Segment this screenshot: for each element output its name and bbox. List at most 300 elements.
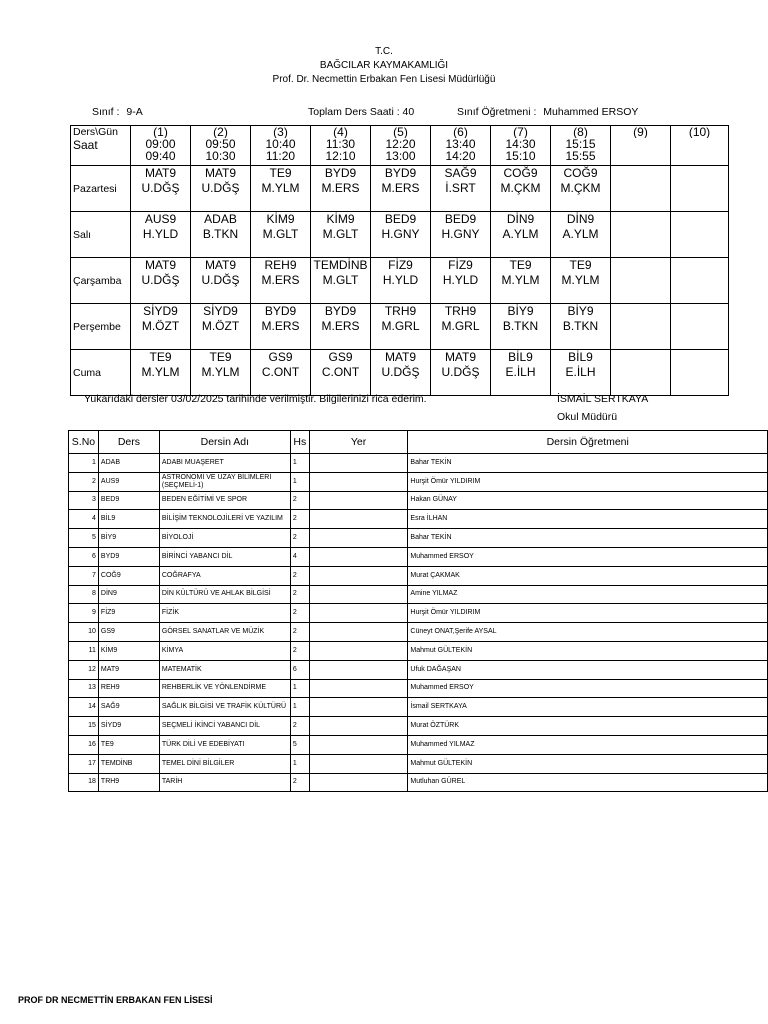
course-teacher: Bahar TEKİN bbox=[408, 529, 768, 548]
course-hours: 1 bbox=[290, 679, 309, 698]
lesson-code: FİZ9 bbox=[388, 258, 413, 272]
lesson-cell bbox=[131, 304, 191, 350]
lesson-teacher: M.ÖZT bbox=[141, 319, 180, 333]
lesson-code: TRH9 bbox=[444, 304, 477, 318]
period-end: 13:00 bbox=[385, 149, 416, 163]
period-time bbox=[131, 138, 191, 166]
lesson-teacher: M.YLM bbox=[141, 365, 180, 379]
course-name: SAĞLIK BİLGİSİ VE TRAFİK KÜLTÜRÜ bbox=[159, 698, 290, 717]
lesson-cell bbox=[131, 166, 191, 212]
course-hours: 1 bbox=[290, 472, 309, 491]
course-place bbox=[309, 623, 408, 642]
lesson-cell bbox=[671, 258, 729, 304]
lesson-cell bbox=[611, 258, 671, 304]
course-code: BİL9 bbox=[98, 510, 159, 529]
lesson-code: BİL9 bbox=[508, 350, 533, 364]
table-row bbox=[69, 566, 768, 585]
lesson-code: DİN9 bbox=[506, 212, 535, 226]
course-place bbox=[309, 454, 408, 473]
period-time bbox=[371, 138, 431, 166]
lesson-cell bbox=[491, 212, 551, 258]
course-name: FİZİK bbox=[159, 604, 290, 623]
course-name: TARİH bbox=[159, 773, 290, 792]
lesson-cell bbox=[551, 166, 611, 212]
lesson-code: FİZ9 bbox=[448, 258, 473, 272]
course-number: 10 bbox=[69, 623, 99, 642]
course-teacher: Amine YILMAZ bbox=[408, 585, 768, 604]
lesson-cell bbox=[311, 304, 371, 350]
course-number: 17 bbox=[69, 754, 99, 773]
day-row bbox=[71, 258, 729, 304]
period-end: 12:10 bbox=[325, 149, 356, 163]
lesson-cell bbox=[431, 304, 491, 350]
course-code: GS9 bbox=[98, 623, 159, 642]
total-hours-info bbox=[308, 106, 414, 118]
lesson-cell bbox=[251, 350, 311, 396]
course-code: REH9 bbox=[98, 679, 159, 698]
lesson-code: BYD9 bbox=[324, 166, 357, 180]
period-start: 13:40 bbox=[445, 138, 476, 151]
course-place bbox=[309, 566, 408, 585]
lesson-code: KİM9 bbox=[326, 212, 355, 226]
table-row bbox=[69, 773, 768, 792]
period-time bbox=[251, 138, 311, 166]
lesson-code: TE9 bbox=[569, 258, 592, 272]
day-name: Salı bbox=[71, 212, 131, 258]
lesson-teacher: M.ÖZT bbox=[201, 319, 240, 333]
lesson-cell bbox=[551, 350, 611, 396]
lesson-cell bbox=[491, 166, 551, 212]
lesson-teacher: M.GLT bbox=[262, 227, 299, 241]
lesson-code: DİN9 bbox=[566, 212, 595, 226]
header-tc: T.C. bbox=[375, 46, 393, 57]
period-start: 11:30 bbox=[325, 138, 356, 151]
lesson-teacher: M.ERS bbox=[261, 319, 300, 333]
lesson-code: AUS9 bbox=[144, 212, 177, 226]
course-number: 18 bbox=[69, 773, 99, 792]
lesson-cell bbox=[191, 258, 251, 304]
course-code: TE9 bbox=[98, 735, 159, 754]
course-hours: 2 bbox=[290, 529, 309, 548]
table-row bbox=[69, 679, 768, 698]
period-end: 11:20 bbox=[265, 149, 296, 163]
course-name: ADABI MUAŞERET bbox=[159, 454, 290, 473]
lesson-code: BED9 bbox=[444, 212, 477, 226]
weekly-schedule-table bbox=[70, 125, 729, 396]
day-name: Cuma bbox=[71, 350, 131, 396]
lesson-code: COĞ9 bbox=[563, 166, 598, 180]
lesson-code: BYD9 bbox=[264, 304, 297, 318]
course-place bbox=[309, 660, 408, 679]
course-hours: 1 bbox=[290, 698, 309, 717]
lesson-code: SİYD9 bbox=[203, 304, 238, 318]
course-teacher: Mutluhan GÜREL bbox=[408, 773, 768, 792]
lesson-teacher: İ.SRT bbox=[445, 181, 476, 195]
lesson-cell bbox=[371, 304, 431, 350]
course-code: KİM9 bbox=[98, 641, 159, 660]
period-number: (6) bbox=[431, 126, 491, 139]
lesson-teacher: U.DĞŞ bbox=[201, 273, 240, 287]
table-row bbox=[69, 735, 768, 754]
period-start: 10:40 bbox=[265, 138, 296, 151]
lesson-cell bbox=[431, 166, 491, 212]
lesson-cell bbox=[311, 350, 371, 396]
course-hours: 2 bbox=[290, 641, 309, 660]
lesson-cell bbox=[551, 212, 611, 258]
lesson-code: BYD9 bbox=[384, 166, 417, 180]
table-row bbox=[69, 491, 768, 510]
lesson-teacher: H.YLD bbox=[442, 273, 479, 287]
course-place bbox=[309, 585, 408, 604]
lesson-cell bbox=[191, 166, 251, 212]
class-info bbox=[92, 106, 143, 118]
table-row bbox=[69, 547, 768, 566]
period-number: (10) bbox=[671, 126, 729, 139]
lesson-teacher: U.DĞŞ bbox=[381, 365, 420, 379]
course-code: MAT9 bbox=[98, 660, 159, 679]
lesson-code: COĞ9 bbox=[503, 166, 538, 180]
table-row bbox=[69, 641, 768, 660]
course-code: SİYD9 bbox=[98, 717, 159, 736]
lesson-teacher: M.YLM bbox=[201, 365, 240, 379]
period-time bbox=[491, 138, 551, 166]
lesson-code: BYD9 bbox=[324, 304, 357, 318]
lesson-teacher: U.DĞŞ bbox=[141, 273, 180, 287]
course-place bbox=[309, 679, 408, 698]
lesson-code: MAT9 bbox=[204, 166, 237, 180]
lesson-teacher: H.YLD bbox=[382, 273, 419, 287]
period-time-row bbox=[71, 138, 729, 166]
lesson-code: ADAB bbox=[204, 212, 237, 226]
lesson-teacher: M.ERS bbox=[321, 319, 360, 333]
lesson-teacher: M.ERS bbox=[381, 181, 420, 195]
lesson-code: TEMDİNB bbox=[313, 258, 368, 272]
lesson-code: MAT9 bbox=[384, 350, 417, 364]
lesson-cell bbox=[251, 258, 311, 304]
lesson-code: KİM9 bbox=[266, 212, 295, 226]
course-number: 7 bbox=[69, 566, 99, 585]
table-row bbox=[69, 585, 768, 604]
lesson-teacher: M.YLM bbox=[561, 273, 600, 287]
course-place bbox=[309, 773, 408, 792]
lesson-teacher: M.GRL bbox=[381, 319, 420, 333]
course-number: 12 bbox=[69, 660, 99, 679]
course-hours: 2 bbox=[290, 566, 309, 585]
course-teacher: Hakan GÜNAY bbox=[408, 491, 768, 510]
course-place bbox=[309, 547, 408, 566]
lesson-cell bbox=[191, 212, 251, 258]
course-hours: 6 bbox=[290, 660, 309, 679]
lesson-teacher: U.DĞŞ bbox=[201, 181, 240, 195]
course-teacher: Ufuk DAĞAŞAN bbox=[408, 660, 768, 679]
course-hours: 5 bbox=[290, 735, 309, 754]
class-label: Sınıf : bbox=[92, 106, 120, 118]
lesson-cell bbox=[191, 304, 251, 350]
lesson-cell bbox=[431, 258, 491, 304]
lesson-cell bbox=[131, 212, 191, 258]
course-list-header-row bbox=[69, 431, 768, 454]
period-end: 15:10 bbox=[505, 149, 536, 163]
course-teacher: Mahmut GÜLTEKİN bbox=[408, 641, 768, 660]
course-code: ADAB bbox=[98, 454, 159, 473]
course-teacher: İsmail SERTKAYA bbox=[408, 698, 768, 717]
lesson-code: GS9 bbox=[268, 350, 293, 364]
lesson-cell bbox=[671, 212, 729, 258]
lesson-cell bbox=[371, 258, 431, 304]
period-time bbox=[431, 138, 491, 166]
course-code: FİZ9 bbox=[98, 604, 159, 623]
period-number: (8) bbox=[551, 126, 611, 139]
column-header: Ders bbox=[98, 431, 159, 454]
period-number: (2) bbox=[191, 126, 251, 139]
lesson-cell bbox=[131, 258, 191, 304]
course-number: 9 bbox=[69, 604, 99, 623]
period-number: (7) bbox=[491, 126, 551, 139]
day-name: Perşembe bbox=[71, 304, 131, 350]
course-name: TEMEL DİNİ BİLGİLER bbox=[159, 754, 290, 773]
course-place bbox=[309, 472, 408, 491]
course-number: 5 bbox=[69, 529, 99, 548]
period-time bbox=[611, 138, 671, 166]
period-number: (1) bbox=[131, 126, 191, 139]
day-row bbox=[71, 350, 729, 396]
course-code: SAĞ9 bbox=[98, 698, 159, 717]
period-end: 09:40 bbox=[145, 149, 176, 163]
course-name: ASTRONOMİ VE UZAY BİLİMLERİ (SEÇMELİ-1) bbox=[159, 472, 290, 491]
lesson-cell bbox=[671, 166, 729, 212]
course-hours: 2 bbox=[290, 773, 309, 792]
course-teacher: Hurşit Ömür YILDIRIM bbox=[408, 472, 768, 491]
lesson-cell bbox=[551, 258, 611, 304]
course-hours: 1 bbox=[290, 454, 309, 473]
column-header: Hs bbox=[290, 431, 309, 454]
course-number: 16 bbox=[69, 735, 99, 754]
lesson-code: TE9 bbox=[509, 258, 532, 272]
corner-label: Ders\Gün bbox=[71, 126, 131, 139]
lesson-teacher: B.TKN bbox=[202, 227, 239, 241]
principal-name: İSMAİL SERTKAYA bbox=[557, 393, 649, 405]
course-number: 15 bbox=[69, 717, 99, 736]
column-header: Dersin Adı bbox=[159, 431, 290, 454]
course-place bbox=[309, 529, 408, 548]
lesson-cell bbox=[491, 258, 551, 304]
course-hours: 2 bbox=[290, 491, 309, 510]
course-code: COĞ9 bbox=[98, 566, 159, 585]
course-number: 6 bbox=[69, 547, 99, 566]
course-number: 11 bbox=[69, 641, 99, 660]
lesson-teacher: U.DĞŞ bbox=[141, 181, 180, 195]
course-number: 3 bbox=[69, 491, 99, 510]
course-hours: 2 bbox=[290, 623, 309, 642]
total-hours-label: Toplam Ders Saati : bbox=[308, 106, 400, 118]
course-code: BİY9 bbox=[98, 529, 159, 548]
table-row bbox=[69, 623, 768, 642]
lesson-teacher: M.GLT bbox=[322, 227, 359, 241]
footer-school-name: PROF DR NECMETTİN ERBAKAN FEN LİSESİ bbox=[18, 995, 213, 1005]
course-place bbox=[309, 717, 408, 736]
course-teacher: Murat ÇAKMAK bbox=[408, 566, 768, 585]
course-name: KİMYA bbox=[159, 641, 290, 660]
course-teacher: Esra İLHAN bbox=[408, 510, 768, 529]
lesson-code: TRH9 bbox=[384, 304, 417, 318]
course-name: COĞRAFYA bbox=[159, 566, 290, 585]
lesson-teacher: A.YLM bbox=[562, 227, 599, 241]
lesson-code: GS9 bbox=[328, 350, 353, 364]
lesson-teacher: U.DĞŞ bbox=[441, 365, 480, 379]
course-name: MATEMATİK bbox=[159, 660, 290, 679]
day-name: Çarşamba bbox=[71, 258, 131, 304]
class-teacher-value: Muhammed ERSOY bbox=[543, 106, 639, 118]
table-row bbox=[69, 529, 768, 548]
header-school: Prof. Dr. Necmettin Erbakan Fen Lisesi Müdürlüğü bbox=[272, 74, 496, 85]
lesson-cell bbox=[431, 212, 491, 258]
period-number: (4) bbox=[311, 126, 371, 139]
principal-title: Okul Müdürü bbox=[557, 411, 618, 423]
day-row bbox=[71, 166, 729, 212]
course-hours: 2 bbox=[290, 604, 309, 623]
course-code: DİN9 bbox=[98, 585, 159, 604]
course-number: 4 bbox=[69, 510, 99, 529]
course-name: BİYOLOJİ bbox=[159, 529, 290, 548]
lesson-cell bbox=[251, 212, 311, 258]
period-number: (3) bbox=[251, 126, 311, 139]
course-place bbox=[309, 491, 408, 510]
lesson-cell bbox=[611, 166, 671, 212]
lesson-teacher: M.ERS bbox=[261, 273, 300, 287]
lesson-code: TE9 bbox=[149, 350, 172, 364]
lesson-code: MAT9 bbox=[144, 258, 177, 272]
class-teacher-info bbox=[457, 106, 638, 118]
lesson-cell bbox=[551, 304, 611, 350]
lesson-cell bbox=[371, 350, 431, 396]
lesson-teacher: E.İLH bbox=[505, 365, 536, 379]
course-hours: 2 bbox=[290, 717, 309, 736]
day-row bbox=[71, 212, 729, 258]
lesson-cell bbox=[611, 350, 671, 396]
lesson-code: MAT9 bbox=[204, 258, 237, 272]
course-name: BİRİNCİ YABANCI DİL bbox=[159, 547, 290, 566]
course-place bbox=[309, 510, 408, 529]
class-value: 9-A bbox=[126, 106, 143, 118]
table-row bbox=[69, 660, 768, 679]
course-hours: 2 bbox=[290, 585, 309, 604]
course-name: SEÇMELİ İKİNCİ YABANCI DİL bbox=[159, 717, 290, 736]
course-teacher: Mahmut GÜLTEKİN bbox=[408, 754, 768, 773]
course-teacher: Bahar TEKİN bbox=[408, 454, 768, 473]
lesson-cell bbox=[191, 350, 251, 396]
lesson-cell bbox=[611, 212, 671, 258]
course-place bbox=[309, 641, 408, 660]
course-number: 8 bbox=[69, 585, 99, 604]
lesson-teacher: A.YLM bbox=[502, 227, 539, 241]
lesson-code: BED9 bbox=[384, 212, 417, 226]
lesson-cell bbox=[251, 304, 311, 350]
lesson-cell bbox=[371, 166, 431, 212]
column-header: Dersin Öğretmeni bbox=[408, 431, 768, 454]
period-time bbox=[671, 138, 729, 166]
lesson-teacher: C.ONT bbox=[321, 365, 360, 379]
lesson-code: BİY9 bbox=[567, 304, 594, 318]
period-end: 14:20 bbox=[445, 149, 476, 163]
lesson-teacher: H.GNY bbox=[441, 227, 480, 241]
lesson-code: SİYD9 bbox=[143, 304, 178, 318]
table-row bbox=[69, 754, 768, 773]
lesson-cell bbox=[671, 304, 729, 350]
period-number-row bbox=[71, 126, 729, 139]
period-start: 14:30 bbox=[505, 138, 536, 151]
course-name: TÜRK DİLİ VE EDEBİYATI bbox=[159, 735, 290, 754]
course-teacher: Hurşit Ömür YILDIRIM bbox=[408, 604, 768, 623]
lesson-code: SAĞ9 bbox=[444, 166, 477, 180]
course-place bbox=[309, 604, 408, 623]
course-teacher: Muhammed YILMAZ bbox=[408, 735, 768, 754]
lesson-cell bbox=[311, 258, 371, 304]
day-row bbox=[71, 304, 729, 350]
header-district: BAĞCILAR KAYMAKAMLIĞI bbox=[319, 60, 449, 71]
course-name: REHBERLİK VE YÖNLENDİRME bbox=[159, 679, 290, 698]
table-row bbox=[69, 510, 768, 529]
lesson-teacher: M.YLM bbox=[501, 273, 540, 287]
course-teacher: Murat ÖZTÜRK bbox=[408, 717, 768, 736]
course-number: 2 bbox=[69, 472, 99, 491]
lesson-teacher: M.ÇKM bbox=[560, 181, 601, 195]
table-row bbox=[69, 472, 768, 491]
lesson-code: REH9 bbox=[264, 258, 297, 272]
course-teacher: Muhammed ERSOY bbox=[408, 547, 768, 566]
course-name: BEDEN EĞİTİMİ VE SPOR bbox=[159, 491, 290, 510]
period-time bbox=[551, 138, 611, 166]
lesson-cell bbox=[491, 304, 551, 350]
course-code: BED9 bbox=[98, 491, 159, 510]
table-row bbox=[69, 717, 768, 736]
lesson-cell bbox=[671, 350, 729, 396]
period-number: (5) bbox=[371, 126, 431, 139]
course-code: BYD9 bbox=[98, 547, 159, 566]
course-list-table bbox=[68, 430, 768, 792]
table-row bbox=[69, 454, 768, 473]
course-code: TEMDİNB bbox=[98, 754, 159, 773]
notice-text: Yukarıdaki dersler 03/02/2025 tarihinde verilmiştir. Bilgilerinizi rica ederim. bbox=[84, 393, 427, 405]
period-start: 09:00 bbox=[145, 138, 176, 151]
time-label: Saat bbox=[71, 138, 131, 166]
course-name: GÖRSEL SANATLAR VE MÜZİK bbox=[159, 623, 290, 642]
period-time bbox=[311, 138, 371, 166]
course-hours: 1 bbox=[290, 754, 309, 773]
lesson-teacher: B.TKN bbox=[502, 319, 539, 333]
course-number: 13 bbox=[69, 679, 99, 698]
lesson-code: TE9 bbox=[269, 166, 292, 180]
course-number: 1 bbox=[69, 454, 99, 473]
table-row bbox=[69, 698, 768, 717]
course-place bbox=[309, 754, 408, 773]
period-time bbox=[191, 138, 251, 166]
lesson-teacher: M.ÇKM bbox=[500, 181, 541, 195]
lesson-teacher: M.GRL bbox=[441, 319, 480, 333]
course-hours: 4 bbox=[290, 547, 309, 566]
course-code: TRH9 bbox=[98, 773, 159, 792]
lesson-cell bbox=[371, 212, 431, 258]
lesson-cell bbox=[251, 166, 311, 212]
lesson-teacher: H.YLD bbox=[142, 227, 179, 241]
course-place bbox=[309, 735, 408, 754]
lesson-code: TE9 bbox=[209, 350, 232, 364]
course-number: 14 bbox=[69, 698, 99, 717]
course-place bbox=[309, 698, 408, 717]
period-number: (9) bbox=[611, 126, 671, 139]
lesson-cell bbox=[431, 350, 491, 396]
lesson-code: BİL9 bbox=[568, 350, 593, 364]
lesson-code: MAT9 bbox=[144, 166, 177, 180]
